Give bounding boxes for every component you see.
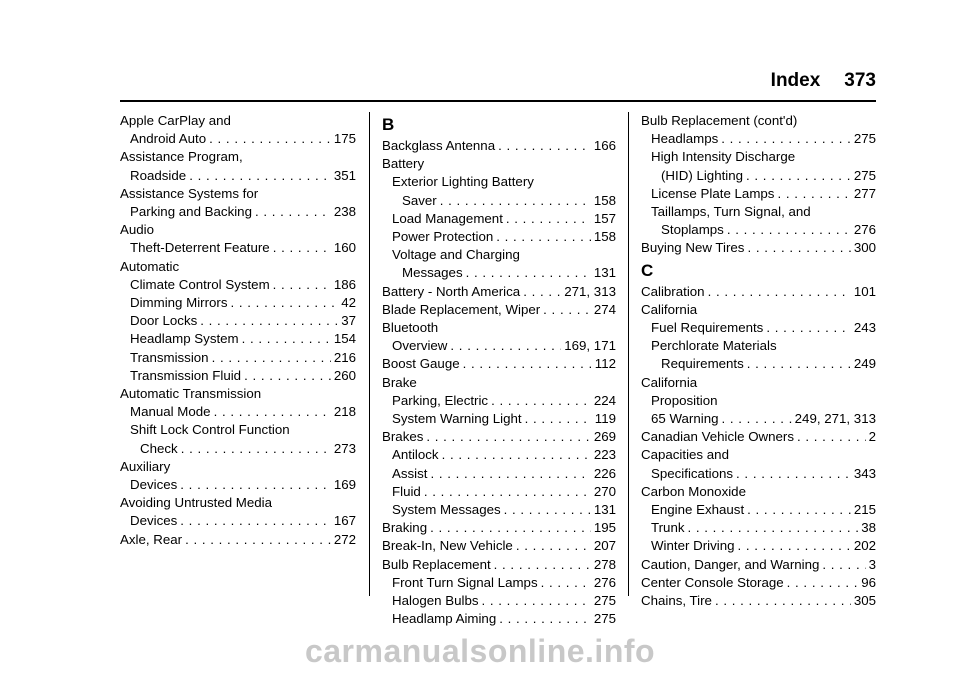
entry-page: 160 xyxy=(333,240,356,256)
index-heading: Brake xyxy=(382,374,417,390)
section-letter: C xyxy=(641,260,654,280)
entry-page: 274 xyxy=(593,301,616,317)
entry-page: 216 xyxy=(333,349,356,365)
entry-term: Calibration xyxy=(641,283,705,299)
entry-term: Headlamps xyxy=(651,131,719,147)
dot-leader xyxy=(231,294,339,312)
entry-page: 157 xyxy=(593,210,616,226)
index-column-1 xyxy=(120,112,356,549)
index-entry xyxy=(120,512,356,530)
dot-leader xyxy=(688,519,859,537)
index-heading: California xyxy=(641,301,698,317)
entry-term: Power Protection xyxy=(392,229,494,245)
entry-page: 272 xyxy=(333,531,356,547)
entry-page: 42 xyxy=(341,295,356,311)
entry-page: 195 xyxy=(593,520,616,536)
index-entry xyxy=(641,574,876,592)
index-entry xyxy=(641,355,876,373)
dot-leader xyxy=(180,476,331,494)
dot-leader xyxy=(430,465,590,483)
index-entry xyxy=(382,537,616,555)
index-entry xyxy=(120,239,356,257)
header-title: Index xyxy=(770,70,821,91)
entry-page: 158 xyxy=(593,192,616,208)
index-heading: Audio xyxy=(120,222,155,238)
index-entry xyxy=(382,301,616,319)
entry-term: Devices xyxy=(130,477,178,493)
entry-term: Theft-Deterrent Feature xyxy=(130,240,270,256)
entry-term: Android Auto xyxy=(130,131,207,147)
entry-page: 226 xyxy=(593,465,616,481)
index-entry xyxy=(641,221,876,239)
entry-term: Engine Exhaust xyxy=(651,502,745,518)
index-heading: Carbon Monoxide xyxy=(641,483,746,499)
entry-page: 270 xyxy=(593,483,616,499)
entry-term: Saver xyxy=(402,192,437,208)
index-entry xyxy=(120,367,356,385)
index-entry xyxy=(120,294,356,312)
entry-term: Roadside xyxy=(130,167,187,183)
index-heading: Voltage and Charging xyxy=(392,247,520,263)
entry-page: 275 xyxy=(853,167,876,183)
index-heading: Proposition xyxy=(651,392,718,408)
entry-term: Axle, Rear xyxy=(120,531,183,547)
entry-term: Fluid xyxy=(392,483,421,499)
entry-page: 249 xyxy=(853,356,876,372)
index-entry xyxy=(120,312,356,330)
index-entry xyxy=(120,130,356,148)
dot-leader xyxy=(516,537,591,555)
index-entry xyxy=(641,537,876,555)
entry-term: 65 Warning xyxy=(651,411,719,427)
entry-page: 238 xyxy=(333,204,356,220)
dot-leader xyxy=(214,403,331,421)
index-heading: Taillamps, Turn Signal, and xyxy=(651,204,811,220)
index-heading: Apple CarPlay and xyxy=(120,113,231,128)
index-entry xyxy=(641,428,876,446)
index-entry xyxy=(382,556,616,574)
entry-term: Load Management xyxy=(392,210,503,226)
entry-term: Bulb Replacement xyxy=(382,556,491,572)
index-entry xyxy=(382,355,616,373)
entry-page: 167 xyxy=(333,513,356,529)
dot-leader xyxy=(777,185,850,203)
entry-page: 3 xyxy=(868,556,876,572)
entry-term: Blade Replacement, Wiper xyxy=(382,301,541,317)
entry-term: Transmission Fluid xyxy=(130,367,242,383)
dot-leader xyxy=(273,276,331,294)
index-entry xyxy=(382,446,616,464)
dot-leader xyxy=(543,301,591,319)
index-entry xyxy=(382,192,616,210)
index-entry xyxy=(382,574,616,592)
dot-leader xyxy=(766,319,850,337)
entry-page: 2 xyxy=(868,429,876,445)
index-heading: Bluetooth xyxy=(382,320,439,336)
entry-term: Assist xyxy=(392,465,428,481)
index-heading: Automatic Transmission xyxy=(120,386,262,402)
entry-term: Boost Gauge xyxy=(382,356,460,372)
dot-leader xyxy=(273,239,331,257)
section-letter: B xyxy=(382,115,395,134)
index-entry xyxy=(382,264,616,282)
dot-leader xyxy=(255,203,331,221)
index-entry xyxy=(641,239,876,257)
index-heading: Exterior Lighting Battery xyxy=(392,174,534,190)
entry-term: Braking xyxy=(382,520,428,536)
entry-page: 224 xyxy=(593,392,616,408)
entry-term: System Warning Light xyxy=(392,411,522,427)
entry-page: 37 xyxy=(341,313,356,329)
entry-term: Brakes xyxy=(382,429,424,445)
dot-leader xyxy=(424,483,591,501)
index-entry xyxy=(120,203,356,221)
dot-leader xyxy=(797,428,866,446)
entry-term: Winter Driving xyxy=(651,538,735,554)
entry-term: Backglass Antenna xyxy=(382,138,496,153)
index-entry xyxy=(641,556,876,574)
dot-leader xyxy=(787,574,859,592)
dot-leader xyxy=(747,355,851,373)
dot-leader xyxy=(440,192,591,210)
entry-term: Dimming Mirrors xyxy=(130,295,228,311)
entry-page: 276 xyxy=(593,574,616,590)
header-rule xyxy=(120,100,876,102)
index-entry xyxy=(382,519,616,537)
entry-page: 223 xyxy=(593,447,616,463)
dot-leader xyxy=(498,137,591,155)
index-entry xyxy=(382,483,616,501)
entry-page: 186 xyxy=(333,276,356,292)
entry-page: 169 xyxy=(333,477,356,493)
entry-page: 271, 313 xyxy=(564,283,616,299)
dot-leader xyxy=(747,239,850,257)
entry-page: 119 xyxy=(594,411,616,427)
entry-term: Trunk xyxy=(651,520,685,536)
entry-page: 275 xyxy=(593,611,616,627)
index-entry xyxy=(382,465,616,483)
index-heading: Automatic xyxy=(120,258,180,274)
entry-page: 101 xyxy=(853,283,876,299)
index-entry xyxy=(120,167,356,185)
dot-leader xyxy=(722,410,792,428)
index-entry xyxy=(641,130,876,148)
index-entry xyxy=(382,410,616,428)
entry-term: Messages xyxy=(402,265,463,281)
entry-term: Headlamp System xyxy=(130,331,239,347)
entry-page: 273 xyxy=(333,440,356,456)
dot-leader xyxy=(181,440,331,458)
index-entry xyxy=(641,519,876,537)
entry-page: 277 xyxy=(853,185,876,201)
column-divider xyxy=(628,112,629,596)
index-entry xyxy=(382,228,616,246)
index-heading: Avoiding Untrusted Media xyxy=(120,495,273,511)
dot-leader xyxy=(200,312,338,330)
dot-leader xyxy=(430,519,591,537)
index-entry xyxy=(120,330,356,348)
entry-page: 166 xyxy=(593,138,616,153)
index-entry xyxy=(382,283,616,301)
index-heading: Capacities and xyxy=(641,447,729,463)
entry-term: Halogen Bulbs xyxy=(392,593,479,609)
index-heading: Assistance Systems for xyxy=(120,185,259,201)
entry-page: 343 xyxy=(853,465,876,481)
index-entry xyxy=(641,465,876,483)
index-heading: Bulb Replacement (cont'd) xyxy=(641,113,798,128)
entry-term: Parking and Backing xyxy=(130,204,252,220)
index-heading: Shift Lock Control Function xyxy=(130,422,290,438)
entry-term: Break-In, New Vehicle xyxy=(382,538,513,554)
index-entry xyxy=(120,349,356,367)
entry-term: Canadian Vehicle Owners xyxy=(641,429,795,445)
entry-page: 305 xyxy=(853,593,876,609)
entry-term: (HID) Lighting xyxy=(661,167,744,183)
index-entry xyxy=(641,410,876,428)
entry-term: Center Console Storage xyxy=(641,574,784,590)
dot-leader xyxy=(736,465,851,483)
entry-term: Antilock xyxy=(392,447,439,463)
index-entry xyxy=(382,428,616,446)
entry-page: 243 xyxy=(853,320,876,336)
entry-term: License Plate Lamps xyxy=(651,185,775,201)
index-heading: Perchlorate Materials xyxy=(651,338,777,354)
entry-page: 300 xyxy=(853,240,876,256)
dot-leader xyxy=(426,428,590,446)
entry-term: Fuel Requirements xyxy=(651,320,764,336)
index-entry xyxy=(120,476,356,494)
entry-page: 207 xyxy=(593,538,616,554)
entry-page: 249, 271, 313 xyxy=(794,411,876,427)
entry-term: Devices xyxy=(130,513,178,529)
index-entry xyxy=(641,283,876,301)
dot-leader xyxy=(746,167,851,185)
entry-page: 275 xyxy=(593,593,616,609)
index-entry xyxy=(382,610,616,628)
index-entry xyxy=(641,501,876,519)
dot-leader xyxy=(450,337,561,355)
dot-leader xyxy=(541,574,591,592)
dot-leader xyxy=(738,537,851,555)
dot-leader xyxy=(494,556,591,574)
entry-term: System Messages xyxy=(392,502,501,518)
index-entry xyxy=(120,276,356,294)
entry-term: Door Locks xyxy=(130,313,198,329)
index-entry xyxy=(382,592,616,610)
index-entry xyxy=(641,185,876,203)
watermark: carmanualsonline.info xyxy=(304,633,656,669)
entry-term: Caution, Danger, and Warning xyxy=(641,556,820,572)
entry-term: Front Turn Signal Lamps xyxy=(392,574,538,590)
dot-leader xyxy=(242,330,331,348)
column-divider xyxy=(369,112,370,596)
dot-leader xyxy=(708,283,851,301)
index-heading: California xyxy=(641,374,698,390)
dot-leader xyxy=(209,130,331,148)
dot-leader xyxy=(244,367,331,385)
entry-term: Overview xyxy=(392,338,448,354)
entry-page: 38 xyxy=(861,520,876,536)
dot-leader xyxy=(523,283,561,301)
dot-leader xyxy=(212,349,331,367)
dot-leader xyxy=(525,410,592,428)
entry-term: Specifications xyxy=(651,465,734,481)
dot-leader xyxy=(506,210,591,228)
dot-leader xyxy=(442,446,591,464)
dot-leader xyxy=(747,501,851,519)
index-entry xyxy=(382,210,616,228)
entry-term: Transmission xyxy=(130,349,209,365)
index-heading: Battery xyxy=(382,156,425,172)
entry-page: 351 xyxy=(333,167,356,183)
entry-term: Check xyxy=(140,440,178,456)
entry-term: Headlamp Aiming xyxy=(392,611,497,627)
entry-page: 96 xyxy=(861,574,876,590)
entry-page: 175 xyxy=(333,131,356,147)
index-entry xyxy=(382,137,616,155)
page-number: 373 xyxy=(844,70,876,91)
entry-page: 218 xyxy=(333,404,356,420)
dot-leader xyxy=(185,531,331,549)
entry-page: 278 xyxy=(593,556,616,572)
entry-term: Battery - North America xyxy=(382,283,521,299)
dot-leader xyxy=(504,501,591,519)
index-entry xyxy=(120,531,356,549)
entry-page: 215 xyxy=(853,502,876,518)
entry-page: 131 xyxy=(593,265,616,281)
entry-page: 269 xyxy=(593,429,616,445)
index-entry xyxy=(382,501,616,519)
entry-term: Climate Control System xyxy=(130,276,270,292)
index-entry xyxy=(120,440,356,458)
entry-term: Manual Mode xyxy=(130,404,211,420)
entry-term: Chains, Tire xyxy=(641,593,712,609)
entry-page: 131 xyxy=(593,502,616,518)
dot-leader xyxy=(491,392,591,410)
dot-leader xyxy=(189,167,331,185)
dot-leader xyxy=(721,130,851,148)
dot-leader xyxy=(482,592,591,610)
index-entry xyxy=(120,403,356,421)
entry-page: 276 xyxy=(853,222,876,238)
entry-page: 202 xyxy=(853,538,876,554)
index-entry xyxy=(382,337,616,355)
index-entry xyxy=(382,392,616,410)
page-header xyxy=(700,70,876,98)
entry-term: Requirements xyxy=(661,356,744,372)
dot-leader xyxy=(715,592,851,610)
dot-leader xyxy=(822,556,865,574)
index-entry xyxy=(641,319,876,337)
dot-leader xyxy=(499,610,591,628)
entry-term: Stoplamps xyxy=(661,222,724,238)
index-heading: Auxiliary xyxy=(120,458,171,474)
dot-leader xyxy=(496,228,591,246)
entry-page: 158 xyxy=(593,229,616,245)
index-column-2 xyxy=(382,112,616,628)
index-entry xyxy=(641,167,876,185)
dot-leader xyxy=(466,264,591,282)
entry-term: Buying New Tires xyxy=(641,240,745,256)
dot-leader xyxy=(180,512,331,530)
index-entry xyxy=(641,592,876,610)
index-heading: High Intensity Discharge xyxy=(651,149,796,165)
index-heading: Assistance Program, xyxy=(120,149,243,165)
dot-leader xyxy=(727,221,851,239)
entry-page: 169, 171 xyxy=(564,338,616,354)
entry-page: 275 xyxy=(853,131,876,147)
entry-term: Parking, Electric xyxy=(392,392,489,408)
index-column-3 xyxy=(641,112,876,610)
entry-page: 112 xyxy=(594,356,616,372)
entry-page: 260 xyxy=(333,367,356,383)
dot-leader xyxy=(463,355,592,373)
entry-page: 154 xyxy=(333,331,356,347)
